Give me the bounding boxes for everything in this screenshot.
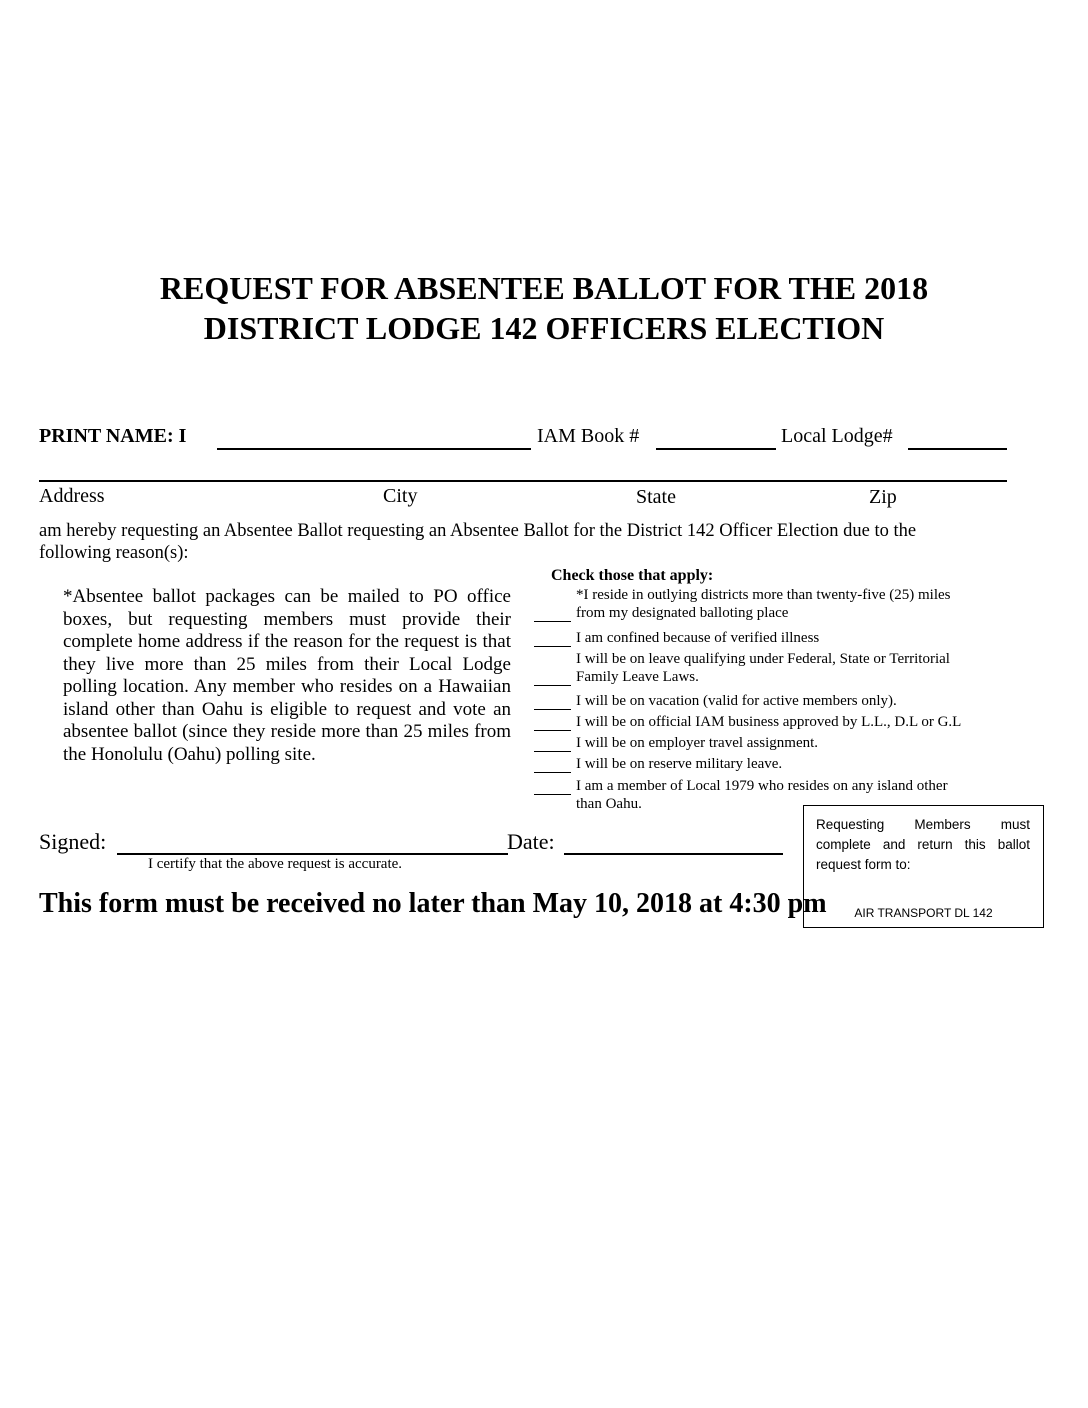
reason-4-line-1: I will be on vacation (valid for active members only).: [576, 693, 897, 709]
state-label: State: [636, 486, 676, 508]
print-name-field[interactable]: [217, 448, 531, 450]
reason-3-checkbox[interactable]: [534, 685, 571, 686]
reason-5-checkbox[interactable]: [534, 730, 571, 731]
reason-5-line-1: I will be on official IAM business approved by L.L., D.L or G.L: [576, 714, 962, 730]
reason-6-line-1: I will be on employer travel assignment.: [576, 735, 819, 751]
deadline-text: This form must be received no later than May 10, 2018 at 4:30 pm: [39, 888, 827, 919]
check-heading: Check those that apply:: [551, 567, 714, 584]
reason-8-line-1: I am a member of Local 1979 who resides on any island other: [576, 778, 948, 794]
reason-1-checkbox[interactable]: [534, 621, 571, 622]
certify-text: I certify that the above request is accurate.: [148, 856, 403, 872]
form-title-line-2: DISTRICT LODGE 142 OFFICERS ELECTION: [203, 310, 885, 346]
return-instructions-box: [803, 805, 1044, 928]
reason-1-line-2: from my designated balloting place: [576, 605, 789, 621]
reason-6-checkbox[interactable]: [534, 751, 571, 752]
local-lodge-field[interactable]: [908, 448, 1007, 450]
city-label: City: [383, 485, 418, 507]
iam-book-field[interactable]: [656, 448, 776, 450]
reason-1-line-1: *I reside in outlying districts more than twenty-five (25) miles: [576, 587, 951, 603]
address-field[interactable]: [39, 480, 1007, 482]
print-name-label: PRINT NAME: I: [39, 425, 187, 447]
request-text-line-2: following reason(s):: [39, 543, 189, 563]
signed-label: Signed:: [39, 829, 107, 854]
reason-8-line-2: than Oahu.: [576, 796, 642, 812]
reason-3-line-1: I will be on leave qualifying under Federal, State or Territorial: [576, 651, 950, 667]
reason-8-checkbox[interactable]: [534, 794, 571, 795]
zip-label: Zip: [869, 486, 897, 508]
reason-7-checkbox[interactable]: [534, 772, 571, 773]
signature-field[interactable]: [117, 853, 508, 855]
request-text-line-1: am hereby requesting an Absentee Ballot requesting an Absentee Ballot for the District 142 Officer Election due to the: [39, 521, 917, 541]
reason-3-line-2: Family Leave Laws.: [576, 669, 699, 685]
form-title-line-1: REQUEST FOR ABSENTEE BALLOT FOR THE 2018: [159, 270, 929, 306]
absentee-note: *Absentee ballot packages can be mailed to PO office boxes, but requesting members must provide their complete home address if the reason for the request is that they live more than 25 miles from their Local Lodge polling location. Any member who resides on a Hawaiian island other than Oahu is eligible to request and vote an absentee ballot (since they reside more than 25 miles from the Honolulu (Oahu) polling site.: [63, 586, 511, 765]
reason-7-line-1: I will be on reserve military leave.: [576, 756, 783, 772]
local-lodge-label: Local Lodge#: [781, 425, 893, 447]
address-label: Address: [39, 485, 105, 507]
date-label: Date:: [507, 829, 555, 854]
reason-4-checkbox[interactable]: [534, 709, 571, 710]
iam-book-label: IAM Book #: [537, 425, 640, 447]
reason-2-checkbox[interactable]: [534, 646, 571, 647]
date-field[interactable]: [564, 853, 783, 855]
reason-2-line-1: I am confined because of verified illness: [576, 630, 820, 646]
return-address: AIR TRANSPORT DL 142: [854, 906, 993, 920]
return-instructions-text: Requesting Members must complete and return this ballot request form to:: [816, 817, 1030, 872]
